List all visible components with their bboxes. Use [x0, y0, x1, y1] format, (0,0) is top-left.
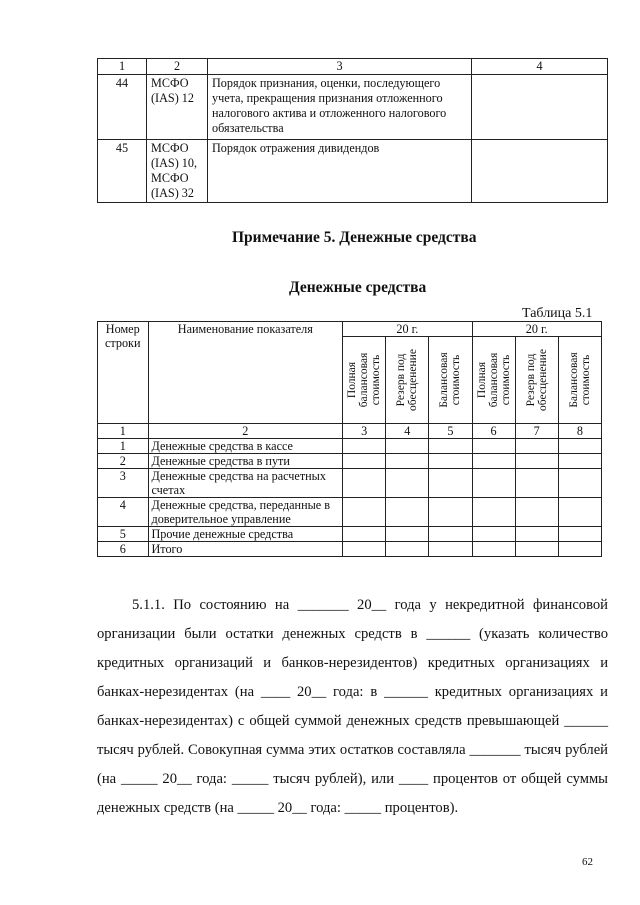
table-row — [98, 542, 602, 557]
table-label: Таблица 5.1 — [522, 306, 593, 321]
section-title: Денежные средства — [289, 279, 427, 296]
value-cell — [472, 454, 515, 469]
header-cell: 4 — [472, 59, 608, 75]
value-cell — [515, 469, 558, 498]
subheader-cell — [386, 337, 429, 424]
value-cell — [386, 542, 429, 557]
row-number: 45 — [98, 140, 147, 203]
table-row — [98, 140, 608, 203]
row-number: 1 — [98, 439, 149, 454]
subheader-cell — [429, 337, 472, 424]
column-number: 1 — [98, 424, 149, 439]
value-cell — [386, 439, 429, 454]
row-number: 6 — [98, 542, 149, 557]
row-number: 3 — [98, 469, 149, 498]
column-number: 2 — [148, 424, 343, 439]
value-cell — [515, 542, 558, 557]
column-number: 3 — [343, 424, 386, 439]
standard-line: МСФО — [151, 141, 189, 155]
value-cell — [558, 454, 601, 469]
value-cell — [343, 454, 386, 469]
header-year: 20 г. — [472, 322, 601, 337]
table-row — [98, 75, 608, 140]
value-cell — [343, 527, 386, 542]
column-number: 5 — [429, 424, 472, 439]
table-row — [98, 498, 602, 527]
empty-cell — [472, 75, 608, 140]
column-number: 7 — [515, 424, 558, 439]
value-cell — [343, 439, 386, 454]
subheader-cell — [558, 337, 601, 424]
subheader-cell — [515, 337, 558, 424]
standard-line: МСФО — [151, 171, 189, 185]
note-title: Примечание 5. Денежные средства — [232, 229, 477, 246]
value-cell — [472, 527, 515, 542]
value-cell — [429, 527, 472, 542]
value-cell — [386, 498, 429, 527]
subheader-text: Балансовая стоимость — [567, 352, 592, 408]
column-number-row — [98, 424, 602, 439]
header-cell: 1 — [98, 59, 147, 75]
row-name: Денежные средства, переданные в доверительное управление — [148, 498, 343, 527]
value-cell — [515, 498, 558, 527]
subheader-cell — [472, 337, 515, 424]
standard-cell — [147, 140, 208, 203]
row-number: 44 — [98, 75, 147, 140]
standard-cell — [147, 75, 208, 140]
value-cell — [386, 527, 429, 542]
table-row — [98, 527, 602, 542]
standards-table — [97, 58, 608, 203]
row-number: 4 — [98, 498, 149, 527]
table-header-row — [98, 322, 602, 337]
value-cell — [386, 469, 429, 498]
row-name: Прочие денежные средства — [148, 527, 343, 542]
value-cell — [343, 498, 386, 527]
body-paragraph — [97, 591, 608, 823]
value-cell — [515, 454, 558, 469]
subheader-text: Полная балансовая стоимость — [346, 352, 383, 408]
row-number: 2 — [98, 454, 149, 469]
value-cell — [429, 469, 472, 498]
value-cell — [558, 439, 601, 454]
table-row — [98, 439, 602, 454]
column-number: 4 — [386, 424, 429, 439]
subheader-text: Резерв под обесценение — [524, 349, 549, 411]
value-cell — [472, 439, 515, 454]
value-cell — [558, 469, 601, 498]
table-row — [98, 469, 602, 498]
value-cell — [429, 439, 472, 454]
header-cell: 3 — [208, 59, 472, 75]
column-number: 6 — [472, 424, 515, 439]
header-cell: 2 — [147, 59, 208, 75]
value-cell — [558, 542, 601, 557]
row-name: Денежные средства в кассе — [148, 439, 343, 454]
table-header-row — [98, 59, 608, 75]
column-number: 8 — [558, 424, 601, 439]
value-cell — [429, 498, 472, 527]
row-name: Денежные средства на расчетных счетах — [148, 469, 343, 498]
description-cell: Порядок отражения дивидендов — [208, 140, 472, 203]
value-cell — [558, 498, 601, 527]
standard-line: (IAS) 10, — [151, 156, 198, 170]
value-cell — [429, 542, 472, 557]
standard-line: МСФО — [151, 76, 189, 90]
subheader-cell — [343, 337, 386, 424]
page-number: 62 — [582, 856, 593, 868]
value-cell — [558, 527, 601, 542]
description-cell: Порядок признания, оценки, последующего учета, прекращения признания отложенного налогового актива и отложенного налогового обязательства — [208, 75, 472, 140]
cash-table — [97, 321, 602, 557]
row-name: Итого — [148, 542, 343, 557]
value-cell — [343, 542, 386, 557]
standard-line: (IAS) 12 — [151, 91, 194, 105]
paragraph-text: 5.1.1. По состоянию на _______ 20__ года у некредитной финансовой организации были остатки денежных средств в ______ (указать количество кредитных организаций и банков-нерезидентов) кредитных организациях и банках-нерезидентах (на ____ 20__ года: в ______ кредитных организациях и банках-нерезидентах) с общей суммой денежных средств превышающей ______ тысяч рублей. Совокупная сумма этих остатков составляла _______ тысяч рублей (на _____ 20__ года: _____ тысяч рублей), или ____ процентов от общей суммы денежных средств (на _____ 20__ года: _____ процентов). — [97, 597, 608, 816]
header-row-number: Номер строки — [98, 322, 149, 424]
value-cell — [386, 454, 429, 469]
value-cell — [515, 527, 558, 542]
value-cell — [343, 469, 386, 498]
subheader-text: Полная балансовая стоимость — [475, 352, 512, 408]
empty-cell — [472, 140, 608, 203]
subheader-text: Резерв под обесценение — [395, 349, 420, 411]
header-year: 20 г. — [343, 322, 472, 337]
value-cell — [429, 454, 472, 469]
subheader-text: Балансовая стоимость — [438, 352, 463, 408]
row-number: 5 — [98, 527, 149, 542]
row-name: Денежные средства в пути — [148, 454, 343, 469]
value-cell — [515, 439, 558, 454]
value-cell — [472, 469, 515, 498]
header-indicator-name: Наименование показателя — [148, 322, 343, 424]
standard-line: (IAS) 32 — [151, 186, 194, 200]
table-row — [98, 454, 602, 469]
value-cell — [472, 498, 515, 527]
value-cell — [472, 542, 515, 557]
